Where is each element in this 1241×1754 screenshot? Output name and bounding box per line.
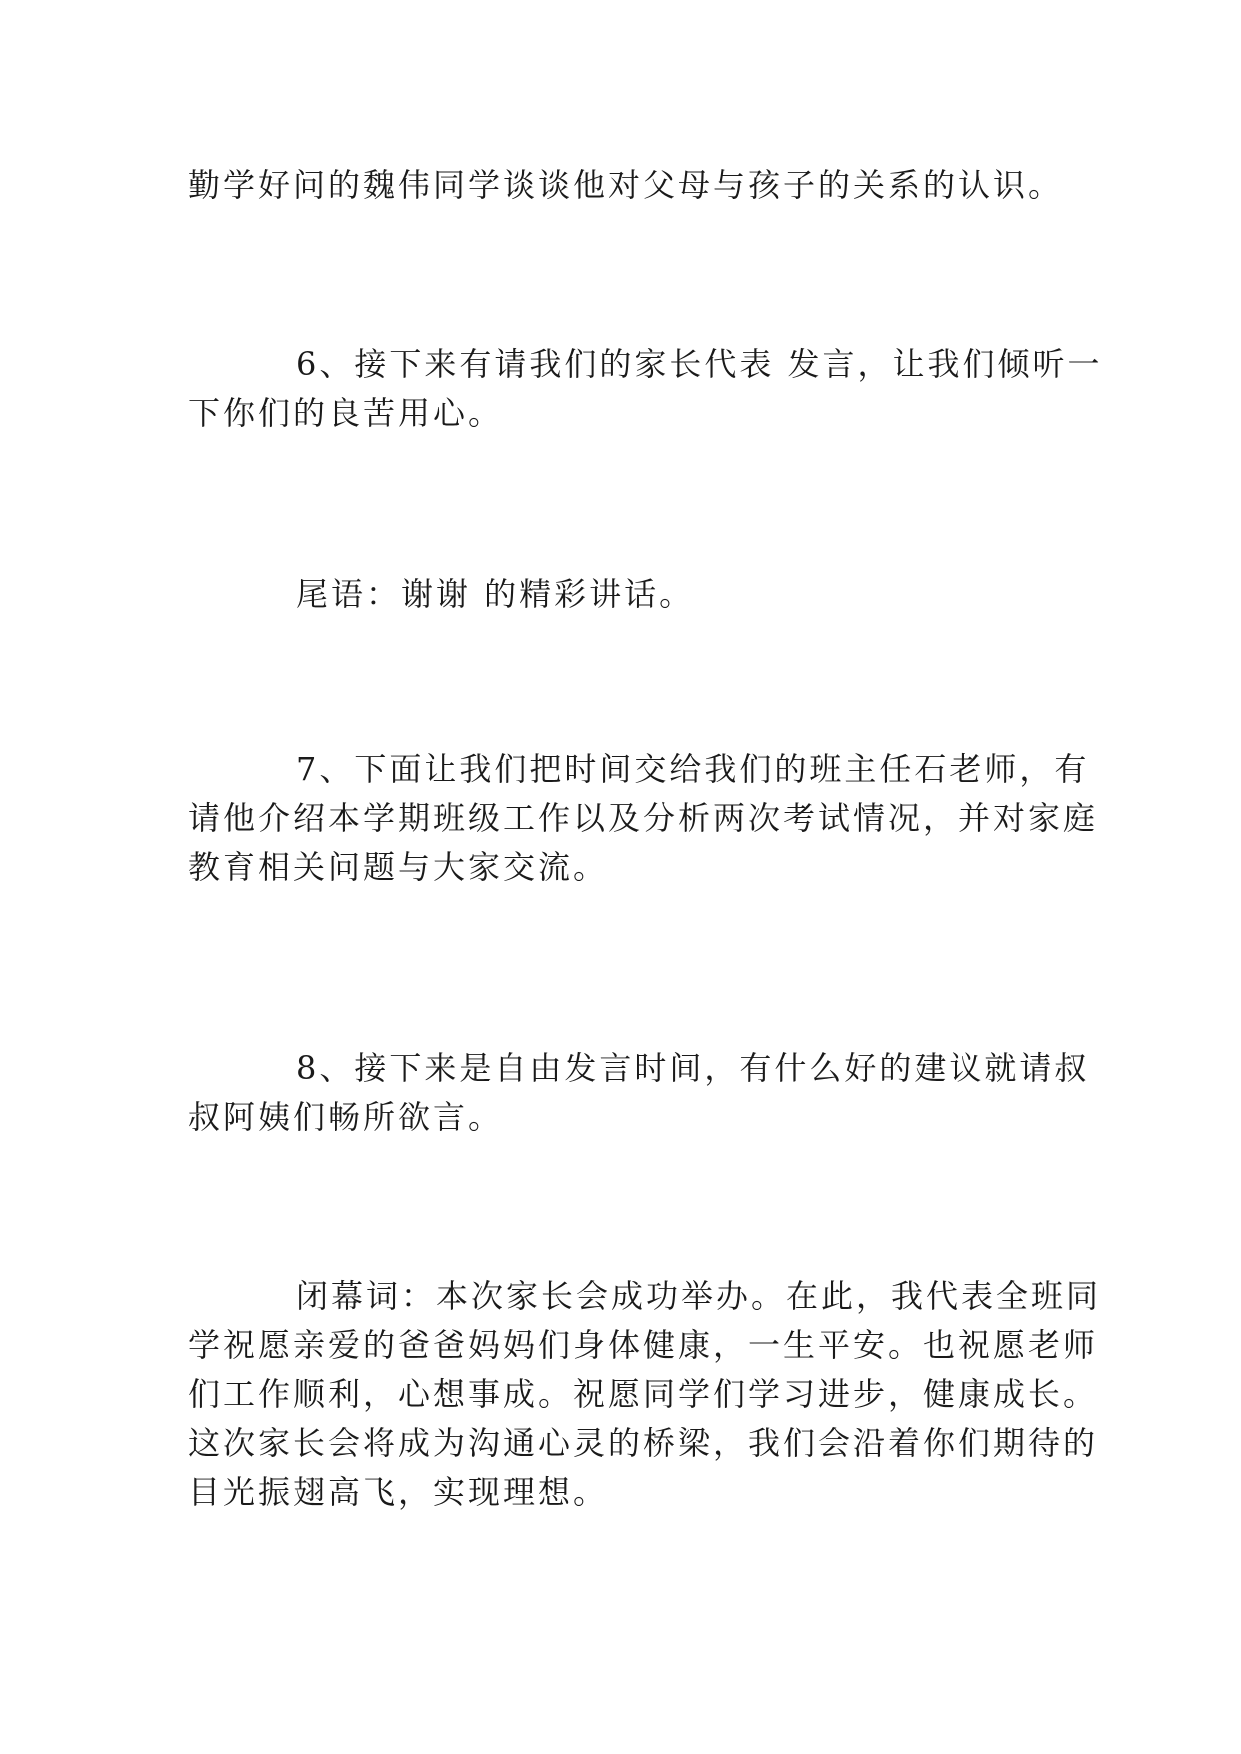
paragraph-closing-remark <box>188 570 1058 619</box>
text-line: 这次家长会将成为沟通心灵的桥梁，我们会沿着你们期待的 <box>188 1424 1099 1462</box>
text-line: 尾语：谢谢 的精彩讲话。 <box>296 575 695 613</box>
text-line: 学祝愿亲爱的爸爸妈妈们身体健康，一生平安。也祝愿老师 <box>188 1326 1099 1364</box>
text-line: 叔阿姨们畅所欲言。 <box>188 1098 504 1136</box>
text-line: 目光振翅高飞，实现理想。 <box>188 1473 609 1511</box>
paragraph-item-7 <box>188 745 1099 892</box>
text-line: 闭幕词：本次家长会成功举办。在此，我代表全班同 <box>296 1277 1102 1315</box>
text-line: 们工作顺利，心想事成。祝愿同学们学习进步，健康成长。 <box>188 1375 1099 1413</box>
paragraph-item-6 <box>188 340 1103 438</box>
text-line: 8、接下来是自由发言时间，有什么好的建议就请叔 <box>296 1049 1090 1087</box>
text-line: 下你们的良苦用心。 <box>188 394 504 432</box>
text-line: 7、下面让我们把时间交给我们的班主任石老师，有 <box>296 750 1090 788</box>
text-line: 勤学好问的魏伟同学谈谈他对父母与孩子的关系的认识。 <box>188 166 1064 204</box>
text-line: 6、接下来有请我们的家长代表 发言，让我们倾听一 <box>296 345 1103 383</box>
paragraph-continuation <box>188 161 1064 210</box>
paragraph-item-8 <box>188 1044 1090 1142</box>
text-line: 教育相关问题与大家交流。 <box>188 848 609 886</box>
text-line: 请他介绍本学期班级工作以及分析两次考试情况，并对家庭 <box>188 799 1099 837</box>
paragraph-closing-speech <box>188 1272 1102 1517</box>
